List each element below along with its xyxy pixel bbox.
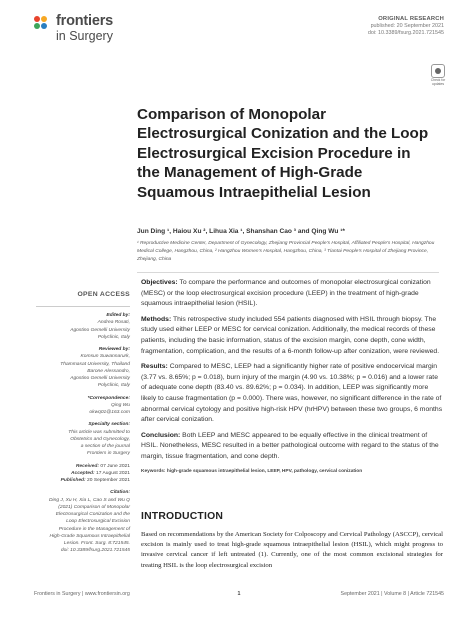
frontiers-logo-icon: [34, 16, 52, 34]
page-header: [34, 14, 444, 54]
editor-line: Andrea Rosati,: [97, 320, 130, 326]
editor-line: Agostino Gemelli University: [70, 327, 130, 333]
keywords: Keywords: high-grade squamous intraepithelial lesion, LEEP, HPV, pathology, cervical conization: [141, 468, 363, 474]
page-number: 1: [237, 591, 241, 597]
updates-icon: [431, 64, 445, 78]
abstract-results: [141, 362, 443, 426]
citation-line: Loop Electrosurgical Excision: [66, 519, 130, 525]
specialty-line: This article was submitted to: [68, 429, 130, 435]
conclusion-text: Both LEEP and MESC appeared to be equally effective in the clinical treatment of HSIL. Nonetheless, MESC resulted in a better pathological outcome with regard to the status of the margin, tissue fragmentation, and cone depth.: [141, 431, 439, 460]
results-text: Compared to MESC, LEEP had a significantly higher rate of positive endocervical margin (3.77 vs. 8.65%; p = 0.018), burn injury of the margin (4.90 vs. 10.38%; p = 0.016) and a lower rate of adequate cone depth (83.40 vs. 89.62%; p = 0.034). In addition, LEEP was significantly more likely to cause fragmentation (p = 0.000). There was, however, no significant difference in the rate of abnormal cervical cytology and positive high-risk HPV (hrHPV) between these two groups, 6 months after cervical conization.: [141, 363, 443, 424]
correspondence-email[interactable]: okwq01@163.com: [89, 410, 130, 416]
reviewer-line: Barone Alessandro,: [87, 368, 130, 374]
article-sidebar: [36, 290, 130, 555]
doi-link[interactable]: doi: 10.3389/fsurg.2021.721545: [367, 29, 444, 36]
results-label: Results:: [141, 363, 168, 371]
specialty-line: a section of the journal: [80, 444, 130, 450]
footer-journal-link[interactable]: Frontiers in Surgery | www.frontiersin.org: [34, 591, 130, 597]
page-footer: [34, 591, 444, 601]
abstract-conclusion: [141, 431, 443, 463]
correspondence-name: Qing Wu: [110, 402, 130, 408]
introduction-text: Based on recommendations by the American Society for Colposcopy and Cervical Pathology (ASCCP), cervical excision is mainly used to treat high-grade squamous intraepithelial lesion (HSIL), which might progress to invasive cervical cancer if left untreated (1). Currently, one of the most common excisional strategies for treating HSIL is the loop electrosurgical excision: [141, 531, 443, 569]
reviewed-by-label: Reviewed by:: [98, 347, 130, 353]
edited-by-label: Edited by:: [106, 313, 130, 319]
article-type: ORIGINAL RESEARCH: [378, 16, 444, 22]
citation-line: Lesion. Front. Surg. 8:721545.: [63, 541, 130, 547]
footer-citation: September 2021 | Volume 8 | Article 721545: [340, 591, 444, 597]
open-access-label: OPEN ACCESS: [77, 291, 130, 298]
divider: [137, 272, 439, 273]
objectives-label: Objectives:: [141, 279, 178, 286]
citation-line: High-Grade Squamous Intraepithelial: [49, 533, 130, 539]
reviewer-line: Komsun Suwannarurk,: [80, 354, 130, 360]
logo-brand: frontiers: [56, 13, 114, 29]
updates-label: Check for updates: [430, 78, 446, 86]
abstract-methods: [141, 315, 443, 357]
published-date-sidebar: [36, 477, 130, 484]
reviewer-line: Polyclinic, Italy: [97, 383, 130, 389]
author-list: Jun Ding ¹, Haiou Xu ², Lihua Xia ¹, Shanshan Cao ³ and Qing Wu ¹*: [137, 228, 345, 235]
section-heading-introduction: INTRODUCTION: [141, 511, 224, 522]
methods-label: Methods:: [141, 315, 172, 323]
citation-line: Procedure in the Management of: [58, 526, 130, 532]
citation-label: Citation:: [110, 490, 130, 496]
check-for-updates-button[interactable]: [430, 64, 446, 86]
objectives-text: To compare the performance and outcomes of monopolar electrosurgical conization (MESC) or the loop electrosurgical excision procedure (LEEP) in the treatment of high-grade squamous intraepithelial lesion (HSIL).: [141, 279, 431, 308]
methods-text: This retrospective study included 554 patients diagnosed with HSIL through biopsy. The study used either LEEP or MESC for cervical conization. Additionally, the medical records of these patients, including the basic information, status of the excision margin, cone depth, cone width, fragmentation, complication, and the results of a 6-month follow-up after conization, were reviewed.: [141, 315, 440, 355]
abstract-objectives: [141, 278, 443, 310]
accepted-date: [36, 470, 130, 477]
reviewer-line: Agostino Gemelli University: [70, 376, 130, 382]
published-date: published: 20 September 2021: [370, 23, 444, 30]
received-date: [36, 463, 130, 470]
reviewer-line: Thammasat University, Thailand: [60, 361, 130, 367]
sidebar-divider: [36, 306, 130, 307]
accepted-value: 17 August 2021: [96, 470, 130, 476]
abstract: [141, 278, 443, 475]
citation-doi[interactable]: doi: 10.3389/fsurg.2021.721545: [60, 548, 130, 554]
affiliations: ¹ Reproductive Medicine Center, Department of Gynecology, Zhejiang Provincial People's Hospital, Affiliated People's Hospital, Hangzhou Medical College, Hangzhou, China, ² Hangzhou Women's Hospital, Hangzhou, China, ³ Tiantai People's Hospital of Zhejiang Province, Zhejiang, China: [137, 241, 435, 262]
citation-line: Electrosurgical Conization and the: [55, 512, 130, 518]
specialty-label: Specialty section:: [88, 422, 130, 428]
received-value: 07 June 2021: [100, 463, 130, 469]
published-label: Published:: [60, 478, 86, 484]
article-title: Comparison of Monopolar Electrosurgical Conization and the Loop Electrosurgical Excision Procedure in the Management of High-Grade Squamous Intraepithelial Lesion: [137, 106, 429, 201]
article-meta: [368, 16, 444, 37]
published-value: 20 September 2021: [87, 478, 130, 484]
logo-journal: in Surgery: [56, 28, 113, 43]
specialty-line: Obstetrics and Gynecology,: [70, 436, 130, 442]
journal-logo[interactable]: [34, 14, 113, 42]
received-label: Received:: [75, 463, 99, 469]
citation-line: Ding J, Xu H, Xia L, Cao S and Wu Q: [48, 497, 130, 503]
editor-line: Polyclinic, Italy: [97, 334, 130, 340]
citation-line: (2021) Comparison of Monopolar: [58, 504, 130, 510]
correspondence-label: *Correspondence:: [87, 395, 130, 401]
specialty-line: Frontiers in Surgery: [87, 451, 130, 457]
conclusion-label: Conclusion:: [141, 431, 181, 439]
accepted-label: Accepted:: [70, 470, 95, 476]
